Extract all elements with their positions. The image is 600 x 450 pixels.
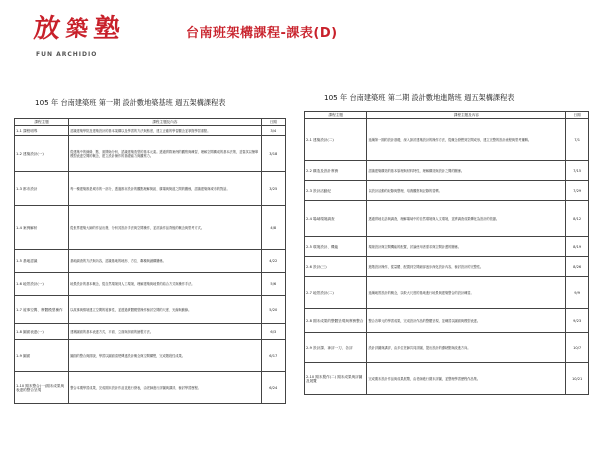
table-row xyxy=(15,372,286,404)
row-unit: 1-9 圖面 xyxy=(15,340,69,372)
row-content: 從建築中的線條、點、面開始分析，認識建築造型的基本元素。透過實際案例的觀察與練習，理解空間構成的基本法則，並嘗試以簡單模型表達空間的概念，建立設計操作的基礎能力與觀察力。 xyxy=(69,136,261,172)
table-row xyxy=(15,340,286,372)
table-row xyxy=(15,273,286,296)
logo-glyphs xyxy=(32,8,122,46)
row-date: 9/9 xyxy=(566,277,589,309)
row-content: 設計評圖與講評，由多位老師共同評圖，提出設計的優缺點與改進方向。 xyxy=(367,333,566,363)
table-row xyxy=(305,119,589,161)
right-course-sheet xyxy=(304,93,589,395)
table-row xyxy=(15,136,286,172)
row-content: 延續第一期的設計基礎，深入探討建築設計的操作方法，從概念發想到空間成形，建立完整的設計流程與思考邏輯。 xyxy=(367,119,566,161)
table-row xyxy=(305,257,589,277)
row-unit: 1-3 都市設計 xyxy=(15,172,69,206)
row-content: 延續地景設計的概念，以較大尺度的基地進行地景與建築整合的設計練習。 xyxy=(367,277,566,309)
row-content: 以故事與情境建立空間的敘事性，並透過實體模型操作檢討空間的尺度、光線與動線。 xyxy=(69,296,261,324)
row-unit: 2-8 期末成果的整體呈現與實務整合 xyxy=(305,309,367,333)
row-content: 完成期末設計作品與成果展覽，由老師進行期末評圖，並整理學習歷程作品集。 xyxy=(367,363,566,395)
row-date: 6/3 xyxy=(261,324,285,340)
table-row xyxy=(305,309,589,333)
logo-subtitle: FUN ARCHIDIO xyxy=(36,51,98,58)
header-content: 課程主題及內容 xyxy=(69,119,261,126)
row-content: 整合各單元的學習成果，完成設計作品的整體呈現，並練習以圖面與模型表達。 xyxy=(367,309,566,333)
row-date: 7/1 xyxy=(566,119,589,161)
row-content: 每一棟建築都是城市的一部分，透過都市設計的觀點理解街區、廣場與街道之間的關係，認識建築與城市的對話。 xyxy=(69,172,261,206)
header-date: 日期 xyxy=(261,119,285,126)
header-unit: 課程主題 xyxy=(305,112,367,119)
row-content: 認識建築構造的基本原理與材料特性，理解構造與設計之間的關係。 xyxy=(367,161,566,181)
row-unit: 2-7 地景設計(二) xyxy=(305,277,367,309)
table-row xyxy=(305,363,589,395)
row-content: 圖面的整合與排版，學習以圖面清楚傳達設計概念與空間構想，完成階段性成果。 xyxy=(69,340,261,372)
table-row xyxy=(15,250,286,273)
row-unit: 1-2 建築設計(一) xyxy=(15,136,69,172)
header-date: 日期 xyxy=(566,112,589,119)
left-course-sheet xyxy=(14,98,286,404)
table-row xyxy=(15,126,286,136)
left-sheet-title: 105 年 台南建築班 第一期 設計數地築基班 週五架構課程表 xyxy=(35,98,226,107)
row-date: 6/24 xyxy=(261,372,285,404)
row-unit: 1-10 期末整合(一)期末成果與表達的整合呈現 xyxy=(15,372,69,404)
table-row xyxy=(305,201,589,237)
row-unit: 1-6 地景設計(一) xyxy=(15,273,69,296)
table-row xyxy=(305,237,589,257)
logo-glyph-2: 築 xyxy=(64,16,90,42)
row-date: 8/12 xyxy=(566,201,589,237)
row-date: 5/6 xyxy=(261,273,285,296)
row-unit: 2-2 構造及設計實務 xyxy=(305,161,367,181)
row-unit: 2-6 設計(三) xyxy=(305,257,367,277)
table-row xyxy=(15,206,286,250)
row-unit: 1-1 課程明導 xyxy=(15,126,69,136)
row-unit: 1-7 敘事空間、實體模型操作 xyxy=(15,296,69,324)
row-date: 8/19 xyxy=(566,237,589,257)
row-content: 建築圖面的基本表達方式，平面、立面與剖面的繪製方法。 xyxy=(69,324,261,340)
row-unit: 2-1 建築設計(二) xyxy=(305,119,367,161)
row-content: 整合本期學習成果，完成期末設計作品並進行發表，由老師進行評圖與講評，檢討學習歷程。 xyxy=(69,372,261,404)
row-date: 6/17 xyxy=(261,340,285,372)
table-header-row xyxy=(15,119,286,126)
row-date: 7/29 xyxy=(566,181,589,201)
row-date: 10/21 xyxy=(566,363,589,395)
row-date: 8/26 xyxy=(566,257,589,277)
table-header-row xyxy=(305,112,589,119)
row-unit: 1-8 圖面表達(一) xyxy=(15,324,69,340)
right-course-table xyxy=(304,111,589,395)
row-date: 9/23 xyxy=(566,309,589,333)
table-row xyxy=(305,161,589,181)
row-content: 透過實地走訪與調查，理解場域中的自然環境與人文環境，並將調查成果轉化為設計的依據。 xyxy=(367,201,566,237)
row-date: 5/20 xyxy=(261,296,285,324)
row-unit: 2-3 設計活動紀 xyxy=(305,181,367,201)
row-date: 7/15 xyxy=(566,161,589,181)
table-row xyxy=(15,324,286,340)
row-content: 環境設計與空間機能的配置，討論使用者需求與空間計畫的關係。 xyxy=(367,237,566,257)
row-content: 進階設計操作，從量體、配置到空間細部逐步深化設計內容，檢討設計的完整性。 xyxy=(367,257,566,277)
header-unit: 課程主題 xyxy=(15,119,69,126)
table-row xyxy=(305,181,589,201)
row-unit: 2-4 場域環境調查 xyxy=(305,201,367,237)
row-unit: 1-5 基地認識 xyxy=(15,250,69,273)
row-date: 3/18 xyxy=(261,136,285,172)
table-row xyxy=(15,172,286,206)
logo-glyph-1: 放 xyxy=(32,14,62,44)
logo xyxy=(32,8,122,64)
row-date: 4/22 xyxy=(261,250,285,273)
table-row xyxy=(305,333,589,363)
right-sheet-title: 105 年 台南建築班 第二期 設計數地進階班 週五架構課程表 xyxy=(324,93,515,102)
row-date: 4/8 xyxy=(261,206,285,250)
row-date: 3/25 xyxy=(261,172,285,206)
logo-glyph-3: 塾 xyxy=(92,14,122,44)
header-content: 課程主題及內容 xyxy=(367,112,566,119)
row-unit: 2-9 設計課、神評一刀、各評 xyxy=(305,333,367,363)
row-unit: 2-5 環境設計、機能 xyxy=(305,237,367,257)
row-content: 基地調查的方法與內容，認識基地的地形、方位、鄰棟與涵構關係。 xyxy=(69,250,261,273)
row-content: 從世界建築大師的作品出發，分析其設計手法與空間操作，並討論作品背後的概念與思考方式。 xyxy=(69,206,261,250)
row-date: 10/7 xyxy=(566,333,589,363)
left-course-table xyxy=(14,118,286,404)
row-unit: 1-4 案例解析 xyxy=(15,206,69,250)
row-date: 3/4 xyxy=(261,126,285,136)
row-unit: 2-10 期末製作(二) 期末成果與評圖及展覽 xyxy=(305,363,367,395)
table-row xyxy=(15,296,286,324)
page-title: 台南班架構課程-課表(D) xyxy=(186,26,338,41)
table-row xyxy=(305,277,589,309)
row-content: 認識建築學院及建築設計的基本架構以及學習的方法與態度，建立正確的學習觀念並掌握學習重點。 xyxy=(69,126,261,136)
row-content: 地景設計的基本概念，從自然環境到人工環境，理解建築與地景的結合方式與操作手法。 xyxy=(69,273,261,296)
row-content: 以設計活動的紀錄與整理，培養觀察與記錄的習慣。 xyxy=(367,181,566,201)
